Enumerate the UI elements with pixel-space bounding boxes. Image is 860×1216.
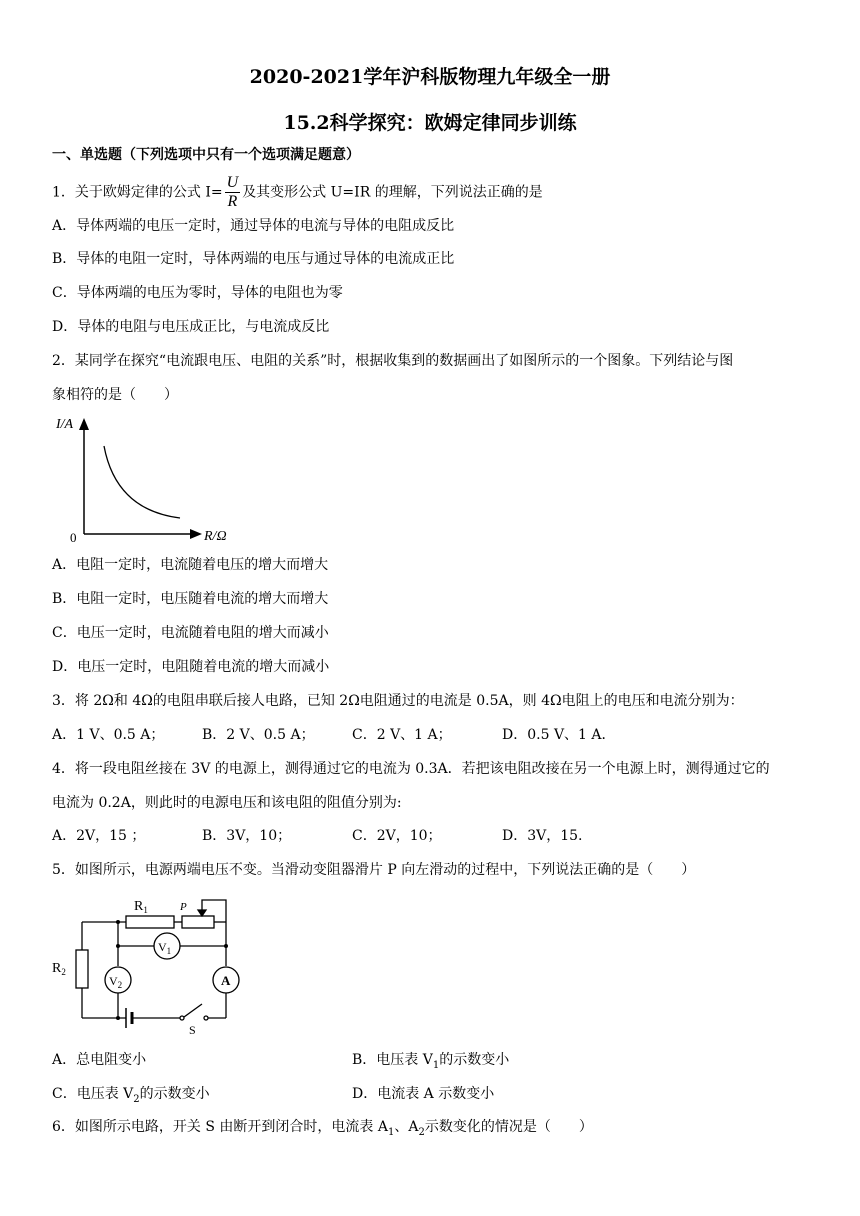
q2-option-c: C．电压一定时，电流随着电阻的增大而减小	[52, 625, 329, 641]
q1-option-d: D．导体的电阻与电压成正比，与电流成反比	[52, 319, 330, 335]
q2-option-b: B．电阻一定时，电压随着电流的增大而增大	[52, 591, 329, 607]
q5-option-c-sub: 2	[133, 1093, 140, 1105]
s-label: S	[189, 1023, 196, 1035]
q5-option-b-text: B．电压表 V	[352, 1052, 433, 1068]
q6-sub2: 2	[418, 1126, 425, 1138]
q2-option-d: D．电压一定时，电阻随着电流的增大而减小	[52, 659, 330, 675]
q4-option-a: A．2V，15 ；	[52, 828, 146, 844]
q6-stem-after: 示数变化的情况是（ ）	[424, 1119, 593, 1135]
q3-option-a: A．1 V、0.5 A；	[52, 727, 165, 743]
r1-resistor	[126, 916, 174, 928]
q2-graph-x-arrow	[190, 529, 202, 539]
q3-option-c: C．2 V、1 A；	[352, 727, 452, 743]
q4-option-b: B．3V，10；	[202, 828, 292, 844]
v1-label: $V_1$	[158, 940, 172, 956]
q5-stem: 5．如图所示，电源两端电压不变。当滑动变阻器滑片 P 向左滑动的过程中，下列说法正确的是（ ）	[52, 862, 696, 878]
q6-stem-before: 6．如图所示电路，开关 S 由断开到闭合时，电流表 A	[52, 1119, 388, 1135]
q3-stem: 3．将 2Ω和 4Ω的电阻串联后接人电路，已知 2Ω电阻通过的电流是 0.5A，则 4Ω电阻上的电压和电流分别为：	[52, 693, 744, 709]
q2-option-a: A．电阻一定时，电流随着电压的增大而增大	[52, 557, 329, 573]
q5-option-a: A．总电阻变小	[52, 1052, 147, 1068]
q2-stem-line2: 象相符的是（ ）	[52, 387, 178, 403]
q1-stem-after: 及其变形公式 U=IR 的理解，下列说法正确的是	[242, 184, 543, 201]
q3-option-b: B．2 V、0.5 A；	[202, 727, 315, 743]
q2-graph	[52, 412, 252, 548]
q4-stem-line2: 电流为 0.2A，则此时的电源电压和该电阻的阻值分别为:	[52, 795, 402, 811]
q1-frac-den: R	[227, 193, 238, 210]
q4-option-d: D．3V，15.	[502, 828, 583, 844]
r2-resistor	[76, 950, 88, 988]
q5-option-b	[352, 1051, 509, 1075]
document-title: 2020-2021学年沪科版物理九年级全一册	[249, 66, 611, 88]
q4-option-c: C．2V，10；	[352, 828, 442, 844]
q5-option-b-sub: 1	[432, 1059, 440, 1071]
p-label: P	[180, 901, 187, 913]
r1-label: $R_1$	[134, 899, 148, 915]
q1-formula-fraction	[225, 174, 241, 211]
document-subtitle: 15.2科学探究：欧姆定律同步训练	[283, 112, 577, 134]
q2-graph-y-label: I/A	[56, 417, 74, 432]
a-label: A	[221, 973, 231, 988]
q5-option-c	[52, 1085, 210, 1109]
q3-option-d: D．0.5 V、1 A．	[502, 727, 616, 743]
q1-option-b: B．导体的电阻一定时，导体两端的电压与通过导体的电流成正比	[52, 251, 455, 267]
q5-option-c-tail: 的示数变小	[139, 1086, 210, 1102]
q1-frac-num: U	[226, 174, 239, 191]
q2-stem-line1: 2．某同学在探究“电流跟电压、电阻的关系”时，根据收集到的数据画出了如图所示的一个图象。下列结论与图	[52, 353, 734, 369]
q6-stem	[52, 1118, 593, 1142]
q4-stem-line1: 4．将一段电阻丝接在 3V 的电源上，测得通过它的电流为 0.3A．若把该电阻改接在另一个电源上时，测得通过它的	[52, 761, 770, 777]
q2-graph-x-label: R/Ω	[204, 529, 227, 544]
q2-graph-y-arrow	[79, 418, 89, 430]
v2-label: $V_2$	[109, 974, 123, 990]
q1-stem-before: 1．关于欧姆定律的公式 I=	[52, 184, 223, 201]
r2-label: $R_2$	[52, 961, 66, 977]
q1-stem	[52, 174, 543, 211]
q1-option-c: C．导体两端的电压为零时，导体的电阻也为零	[52, 285, 343, 301]
rheostat	[182, 916, 214, 928]
q2-graph-curve	[104, 446, 180, 518]
q5-option-b-tail: 的示数变小	[439, 1052, 510, 1068]
q5-circuit-diagram	[50, 890, 250, 1035]
q1-option-a: A．导体两端的电压一定时，通过导体的电流与导体的电阻成反比	[52, 218, 455, 234]
q6-sub1: 1	[387, 1126, 395, 1138]
section-heading: 一、单选题（下列选项中只有一个选项满足题意）	[52, 147, 360, 163]
q5-option-d: D．电流表 A 示数变小	[352, 1086, 495, 1102]
q6-stem-mid: 、A	[394, 1119, 419, 1135]
q2-graph-origin: 0	[70, 530, 77, 545]
q5-option-c-text: C．电压表 V	[52, 1086, 134, 1102]
